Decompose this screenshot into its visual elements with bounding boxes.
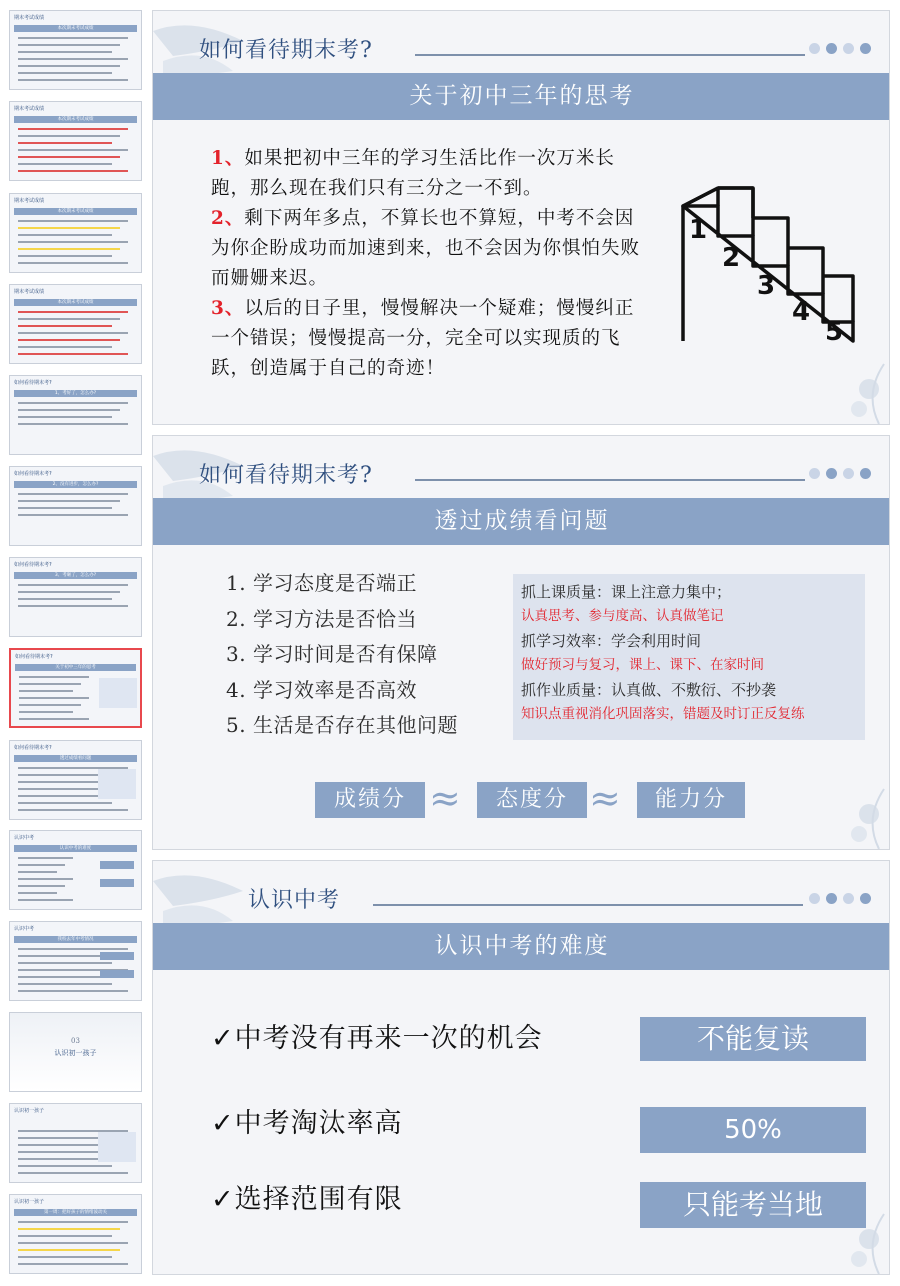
thumbnail-heading: 期末考试成绩 xyxy=(14,289,45,295)
thumbnail-text-line xyxy=(18,72,112,74)
no-repeat-box: 不能复读 xyxy=(640,1017,866,1061)
thumbnail-text-line xyxy=(19,718,89,720)
claim-no-second-chance: ✓中考没有再来一次的机会 xyxy=(211,1023,543,1054)
slide-heading: 如何看待期末考? xyxy=(199,38,373,63)
thumbnail-text-line xyxy=(18,241,128,243)
thumbnail-text-line xyxy=(18,65,120,67)
thumbnail-heading: 期末考试成绩 xyxy=(14,15,45,21)
thumbnail-text-line xyxy=(18,507,112,509)
tip-detail: 认真思考、参与度高、认真做笔记 xyxy=(521,608,724,624)
slide-thumbnail[interactable] xyxy=(9,466,142,546)
decor-dots xyxy=(809,893,871,904)
thumbnail-heading: 期末考试成绩 xyxy=(14,106,45,112)
thumbnail-text-line xyxy=(18,79,128,81)
thumbnail-title-bar: 本次期末考试成绩 xyxy=(14,299,137,306)
thumbnail-text-line xyxy=(18,234,112,236)
thumbnail-text-line xyxy=(18,1172,128,1174)
thumbnail-heading: 认识初一孩子 xyxy=(14,1108,45,1114)
thumbnail-text-line xyxy=(18,128,128,130)
slide-heading: 如何看待期末考? xyxy=(199,463,373,488)
slide-thumbnail[interactable] xyxy=(9,375,142,455)
thumbnail-text-line xyxy=(18,51,112,53)
paragraph-text: 以后的日子里，慢慢解决一个疑难；慢慢纠正一个错误；慢慢提高一分，完全可以实现质的飞跃，创造属于自己的奇迹！ xyxy=(211,298,635,379)
thumbnail-text-line xyxy=(18,1228,120,1230)
slide-thumbnail[interactable] xyxy=(9,1012,142,1092)
slide-look-through-scores[interactable] xyxy=(152,435,890,850)
slide-thumbnail[interactable] xyxy=(9,193,142,273)
slide-thumbnail[interactable] xyxy=(9,1194,142,1274)
problem-list-item: 3. 学习时间是否有保障 xyxy=(226,642,438,666)
problem-list-item: 1. 学习态度是否端正 xyxy=(226,571,417,595)
stair-number-4: 4 xyxy=(792,297,811,327)
approx-sign: ≈ xyxy=(429,776,461,820)
thumbnail-text-line xyxy=(18,416,112,418)
thumbnail-text-line xyxy=(18,163,112,165)
thumbnail-figure xyxy=(100,861,134,869)
thumbnail-heading: 如何看待期末考? xyxy=(15,654,53,660)
paragraph-number: 2、 xyxy=(211,208,245,229)
thumbnail-heading: 如何看待期末考? xyxy=(14,562,52,568)
thumbnail-title-bar: 关于初中三年的思考 xyxy=(15,664,136,671)
thumbnail-text-line xyxy=(18,1263,128,1265)
thumbnail-text-line xyxy=(19,711,73,713)
thumbnail-text-line xyxy=(18,402,128,404)
slide-thumbnail[interactable] xyxy=(9,557,142,637)
thumbnail-text-line xyxy=(18,332,128,334)
heading-rule xyxy=(415,54,805,56)
thumbnail-text-line xyxy=(18,591,120,593)
thinking-paragraph xyxy=(211,144,641,204)
thumbnail-text-line xyxy=(18,899,73,901)
paragraph-text: 如果把初中三年的学习生活比作一次万米长跑，那么现在我们只有三分之一不到。 xyxy=(211,148,615,199)
thumbnail-text-line xyxy=(18,885,65,887)
slide-title-band: 认识中考的难度 xyxy=(153,923,890,970)
thumbnail-text-line xyxy=(18,339,120,341)
thumbnail-text-line xyxy=(18,948,128,950)
thumbnail-cover-number: 03 xyxy=(71,1037,80,1045)
thumbnail-text-line xyxy=(18,170,128,172)
slide-title-band: 透过成绩看问题 xyxy=(153,498,890,545)
thumbnail-text-line xyxy=(18,1165,112,1167)
thumbnail-text-line xyxy=(18,423,128,425)
slide-thumbnail[interactable] xyxy=(9,830,142,910)
problem-list-item: 5. 生活是否存在其他问题 xyxy=(226,713,458,737)
slide-thumbnail[interactable] xyxy=(9,921,142,1001)
slide-heading: 认识中考 xyxy=(248,888,341,913)
paragraph-text: 剩下两年多点，不算长也不算短，中考不会因为你企盼成功而加速到来，也不会因为你惧怕失败而姗姗来迟。 xyxy=(211,208,641,289)
thumbnail-text-line xyxy=(18,346,112,348)
slide-thumbnail[interactable] xyxy=(9,284,142,364)
stair-number-1: 1 xyxy=(689,215,708,245)
thumbnail-text-line xyxy=(18,220,128,222)
thumbnail-text-line xyxy=(18,318,120,320)
thumbnail-title-bar: 2、没有进步，怎么办? xyxy=(14,481,137,488)
thinking-paragraph xyxy=(211,294,641,384)
thumbnail-text-line xyxy=(18,156,120,158)
thumbnail-title-bar: 本次期末考试成绩 xyxy=(14,116,137,123)
paragraph-number: 3、 xyxy=(211,298,245,319)
tip-heading: 抓作业质量：认真做、不敷衍、不抄袭 xyxy=(521,681,777,699)
thumbnail-heading: 如何看待期末考? xyxy=(14,380,52,386)
thumbnail-text-line xyxy=(18,37,128,39)
thumbnail-text-line xyxy=(18,493,128,495)
thumbnail-text-line xyxy=(18,500,120,502)
ability-box: 能力分 xyxy=(637,782,745,818)
thumbnail-title-bar: 1、考好了，怎么办? xyxy=(14,390,137,397)
thumbnail-text-line xyxy=(18,857,73,859)
thumbnail-text-line xyxy=(18,227,120,229)
thumbnail-text-line xyxy=(18,248,120,250)
thumbnail-figure xyxy=(98,769,136,799)
thumbnail-heading: 认识初一孩子 xyxy=(14,1199,45,1205)
problem-list-item: 4. 学习效率是否高效 xyxy=(226,677,417,702)
thumbnail-text-line xyxy=(19,683,81,685)
attitude-box: 态度分 xyxy=(477,782,587,818)
thumbnail-title-bar: 认识中考的难度 xyxy=(14,845,137,852)
thumbnail-figure xyxy=(100,879,134,887)
thumbnail-text-line xyxy=(19,697,89,699)
tip-detail: 做好预习与复习，课上、课下、在家时间 xyxy=(521,657,764,673)
slide-title-band: 关于初中三年的思考 xyxy=(153,73,890,120)
slide-thumbnail[interactable] xyxy=(9,101,142,181)
thumbnail-text-line xyxy=(19,676,89,678)
score-box: 成绩分 xyxy=(315,782,425,818)
thumbnail-text-line xyxy=(18,149,128,151)
slide-thinking-three-years[interactable] xyxy=(152,10,890,425)
thumbnail-text-line xyxy=(18,1221,128,1223)
thumbnail-text-line xyxy=(18,135,120,137)
thinking-paragraph xyxy=(211,204,641,294)
thumbnail-title-bar: 本次期末考试成绩 xyxy=(14,25,137,32)
thumbnail-heading: 如何看待期末考? xyxy=(14,745,52,751)
slide-exam-difficulty[interactable] xyxy=(152,860,890,1275)
claim-limited-choice: ✓选择范围有限 xyxy=(211,1184,403,1215)
elimination-rate-box: 50% xyxy=(640,1107,866,1153)
thumbnail-heading: 期末考试成绩 xyxy=(14,198,45,204)
thumbnail-title-bar: 我校去年中考情况 xyxy=(14,936,137,943)
thumbnail-text-line xyxy=(18,809,128,811)
thumbnail-figure xyxy=(100,952,134,960)
thumbnail-title-bar: 透过成绩看问题 xyxy=(14,755,137,762)
problem-list xyxy=(226,566,458,744)
thumbnail-text-line xyxy=(18,514,128,516)
thumbnail-figure xyxy=(100,970,134,978)
thumbnail-text-line xyxy=(18,1242,128,1244)
decor-dots xyxy=(809,468,871,479)
thinking-paragraphs xyxy=(211,144,641,384)
tip-heading: 抓上课质量：课上注意力集中； xyxy=(521,583,732,601)
thumbnail-text-line xyxy=(18,311,128,313)
thumbnail-text-line xyxy=(18,878,73,880)
heading-rule xyxy=(415,479,805,481)
thumbnail-text-line xyxy=(18,58,128,60)
claim-high-elimination: ✓中考淘汰率高 xyxy=(211,1108,403,1139)
slide-thumbnail-panel[interactable] xyxy=(0,0,150,1286)
slide-thumbnail[interactable] xyxy=(9,10,142,90)
flower-decoration xyxy=(829,1204,889,1274)
thumbnail-text-line xyxy=(18,584,128,586)
stair-number-5: 5 xyxy=(825,317,844,347)
flower-decoration xyxy=(829,354,889,424)
thumbnail-heading: 认识中考 xyxy=(14,926,35,932)
slide-thumbnail[interactable] xyxy=(9,740,142,820)
thumbnail-text-line xyxy=(19,690,73,692)
thumbnail-text-line xyxy=(19,704,81,706)
thumbnail-text-line xyxy=(18,864,65,866)
paragraph-number: 1、 xyxy=(211,148,245,169)
thumbnail-text-line xyxy=(18,262,128,264)
tips-box xyxy=(513,574,865,740)
thumbnail-text-line xyxy=(18,990,128,992)
thumbnail-figure xyxy=(99,678,137,708)
stair-number-3: 3 xyxy=(757,271,776,301)
thumbnail-text-line xyxy=(18,353,128,355)
thumbnail-text-line xyxy=(18,605,128,607)
stair-number-2: 2 xyxy=(722,243,741,273)
local-only-box: 只能考当地 xyxy=(640,1182,866,1228)
thumbnail-title-bar: 第一周：把好孩子的情绪波动关 xyxy=(14,1209,137,1216)
decor-dots xyxy=(809,43,871,54)
thumbnail-title-bar: 3、考砸了，怎么办? xyxy=(14,572,137,579)
thumbnail-text-line xyxy=(18,983,112,985)
slide-thumbnail[interactable] xyxy=(9,1103,142,1183)
heading-rule xyxy=(373,904,803,906)
thumbnail-heading: 如何看待期末考? xyxy=(14,471,52,477)
thumbnail-text-line xyxy=(18,44,120,46)
thumbnail-figure xyxy=(98,1132,136,1162)
thumbnail-text-line xyxy=(18,1235,112,1237)
approx-sign: ≈ xyxy=(589,776,621,820)
thumbnail-cover-title: 认识初一孩子 xyxy=(54,1049,97,1057)
thumbnail-text-line xyxy=(18,325,112,327)
thumbnail-text-line xyxy=(18,255,112,257)
tip-detail: 知识点重视消化巩固落实，错题及时订正反复练 xyxy=(521,706,805,722)
slide-thumbnail[interactable] xyxy=(9,648,142,728)
thumbnail-text-line xyxy=(18,892,57,894)
thumbnail-title-bar: 本次期末考试成绩 xyxy=(14,208,137,215)
thumbnail-text-line xyxy=(18,962,112,964)
thumbnail-text-line xyxy=(18,1256,112,1258)
thumbnail-heading: 认识中考 xyxy=(14,835,35,841)
thumbnail-text-line xyxy=(18,802,112,804)
flower-decoration xyxy=(829,779,889,849)
stairs-illustration xyxy=(673,176,863,351)
thumbnail-text-line xyxy=(18,409,120,411)
problem-list-item: 2. 学习方法是否恰当 xyxy=(226,606,417,631)
thumbnail-text-line xyxy=(18,598,112,600)
thumbnail-text-line xyxy=(18,871,57,873)
thumbnail-text-line xyxy=(18,142,112,144)
tip-heading: 抓学习效率：学会利用时间 xyxy=(521,632,702,650)
thumbnail-text-line xyxy=(18,1249,120,1251)
